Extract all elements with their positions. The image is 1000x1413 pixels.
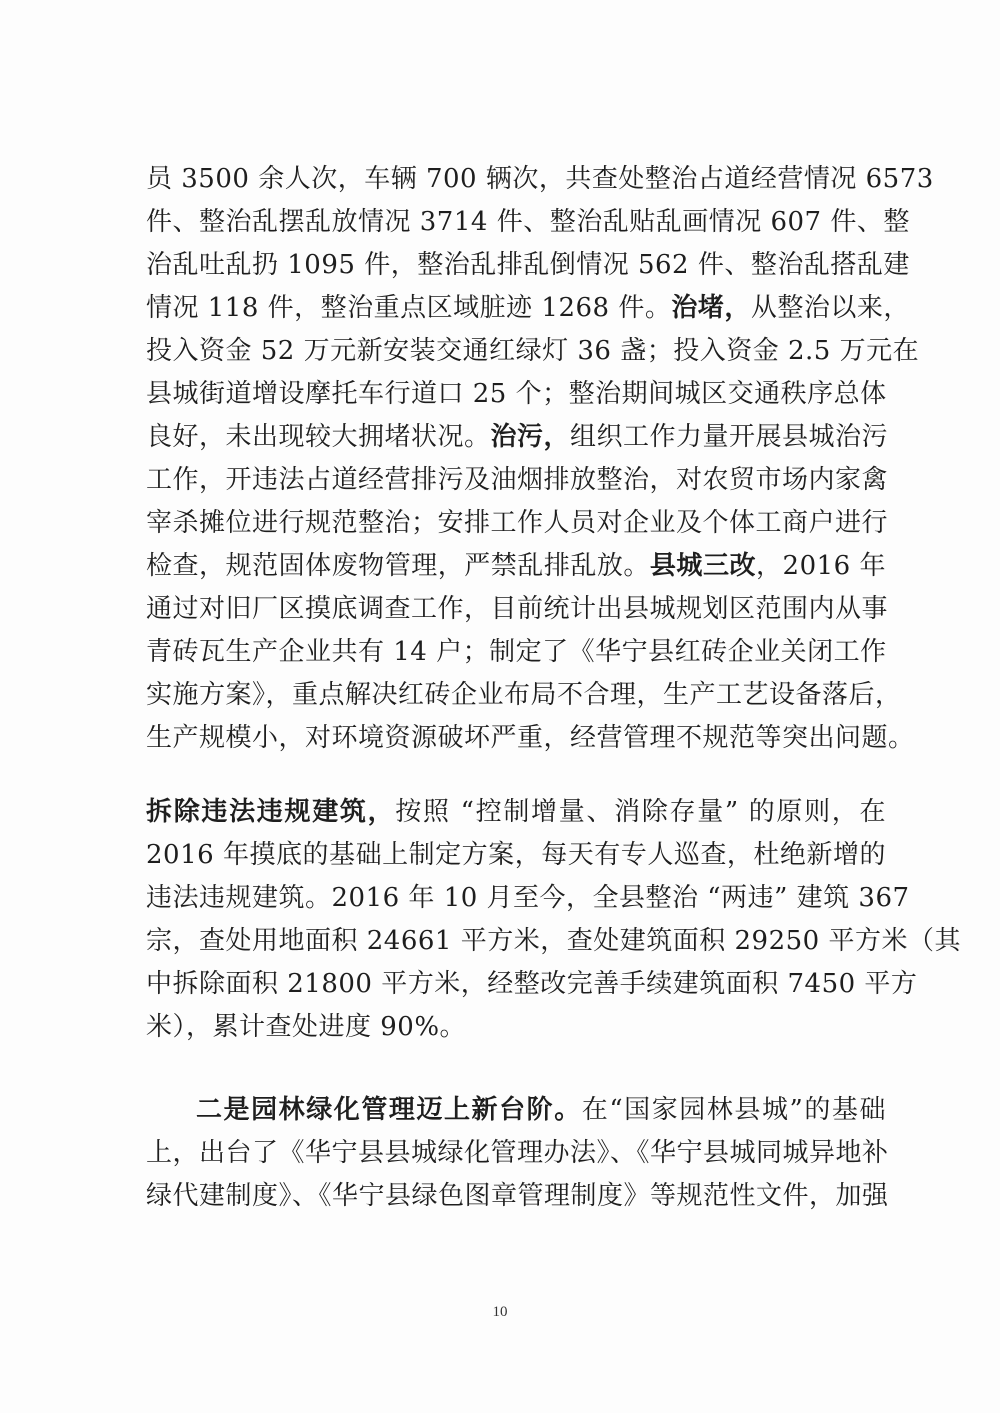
text-line — [146, 371, 886, 417]
text-line — [146, 629, 886, 675]
text-segment: 检查，规范固体废物管理，严禁乱排乱放。 — [146, 551, 650, 581]
text-segment: 违法违规建筑。2016 年 10 月至今，全县整治 “两违” 建筑 367 — [146, 883, 910, 913]
text-segment: 按照 “控制增量、消除存量” 的原则，在 — [395, 797, 886, 827]
text-line — [196, 1087, 886, 1133]
text-line — [146, 1173, 889, 1219]
text-segment: 绿代建制度》、《华宁县绿色图章管理制度》等规范性文件，加强 — [146, 1181, 889, 1211]
text-line — [146, 156, 934, 202]
text-segment: 实施方案》，重点解决红砖企业布局不合理，生产工艺设备落后， — [146, 680, 902, 710]
text-line — [146, 789, 886, 835]
text-line — [146, 199, 910, 245]
bold-heading-text: 拆除违法违规建筑， — [146, 797, 396, 827]
text-line — [146, 543, 886, 589]
text-segment: 良好，未出现较大拥堵状况。 — [146, 422, 491, 452]
text-segment: 在“国家园林县城”的基础 — [581, 1095, 886, 1125]
text-segment: 生产规模小，对环境资源破坏严重，经营管理不规范等突出问题。 — [146, 723, 915, 753]
text-line — [146, 832, 886, 878]
text-segment: 员 3500 余人次，车辆 700 辆次，共查处整治占道经营情况 6573 — [146, 164, 934, 194]
text-line — [146, 414, 889, 460]
text-line — [146, 961, 918, 1007]
text-segment: 米），累计查处进度 90%。 — [146, 1012, 467, 1042]
text-line — [146, 1130, 889, 1176]
text-segment: 2016 年摸底的基础上制定方案，每天有专人巡查，杜绝新增的 — [146, 840, 886, 870]
text-line — [146, 500, 889, 546]
bold-heading-text: 二是园林绿化管理迈上新台阶。 — [196, 1095, 582, 1125]
text-line — [146, 715, 915, 761]
text-line — [146, 285, 910, 331]
text-segment: 上，出台了《华宁县县城绿化管理办法》、《华宁县城同城异地补 — [146, 1138, 889, 1168]
bold-heading-text: 治堵， — [671, 293, 751, 323]
text-segment: ，2016 年 — [756, 551, 886, 581]
text-segment: 宰杀摊位进行规范整治；安排工作人员对企业及个体工商户进行 — [146, 508, 889, 538]
text-line — [146, 242, 910, 288]
text-segment: 青砖瓦生产企业共有 14 户；制定了《华宁县红砖企业关闭工作 — [146, 637, 887, 667]
page-number: 10 — [492, 1304, 508, 1320]
text-line — [146, 1004, 886, 1050]
text-line — [146, 328, 920, 374]
text-line — [146, 672, 902, 718]
text-segment: 中拆除面积 21800 平方米，经整改完善手续建筑面积 7450 平方 — [146, 969, 918, 999]
text-segment: 县城街道增设摩托车行道口 25 个；整治期间城区交通秩序总体 — [146, 379, 887, 409]
text-line — [146, 457, 889, 503]
text-segment: 宗，查处用地面积 24661 平方米，查处建筑面积 29250 平方米（其 — [146, 926, 961, 956]
text-segment: 投入资金 52 万元新安装交通红绿灯 36 盏；投入资金 2.5 万元在 — [146, 336, 920, 366]
text-line — [146, 586, 889, 632]
bold-heading-text: 县城三改 — [649, 551, 756, 581]
text-line — [146, 875, 910, 921]
text-segment: 从整治以来， — [750, 293, 910, 323]
text-segment: 组织工作力量开展县城治污 — [570, 422, 889, 452]
text-segment: 件、整治乱摆乱放情况 3714 件、整治乱贴乱画情况 607 件、整 — [146, 207, 910, 237]
bold-heading-text: 治污， — [490, 422, 571, 452]
text-segment: 治乱吐乱扔 1095 件，整治乱排乱倒情况 562 件、整治乱搭乱建 — [146, 250, 910, 280]
text-segment: 情况 118 件，整治重点区域脏迹 1268 件。 — [146, 293, 672, 323]
text-line — [146, 918, 961, 964]
text-segment: 工作，开违法占道经营排污及油烟排放整治，对农贸市场内家禽 — [146, 465, 889, 495]
text-segment: 通过对旧厂区摸底调查工作，目前统计出县城规划区范围内从事 — [146, 594, 889, 624]
